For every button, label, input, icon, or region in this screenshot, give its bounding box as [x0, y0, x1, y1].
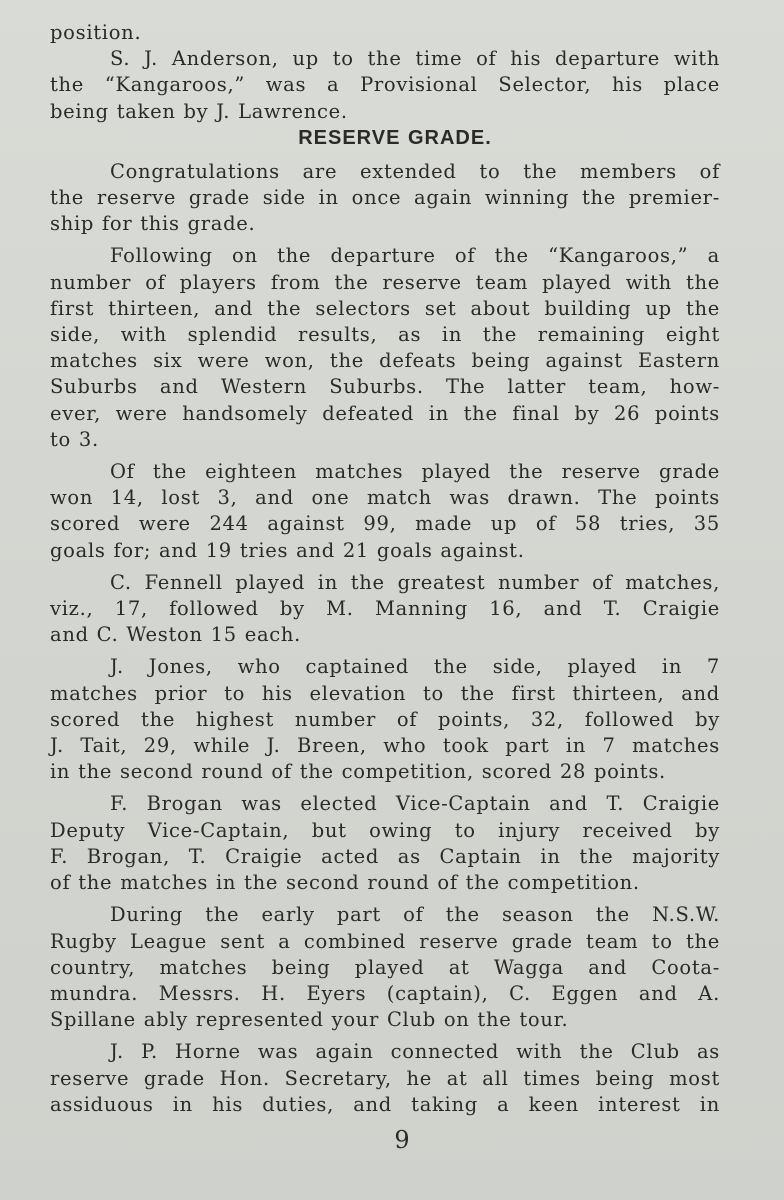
paragraph-country-tour — [50, 902, 720, 1033]
text-line: J. P. Horne was again connected with the Club as — [110, 1040, 720, 1064]
text-line: ever, were handsomely defeated in the final by 26 points — [50, 401, 720, 425]
text-line: the reserve grade side in once again winning the premier- — [50, 186, 720, 210]
paragraph-congratulations — [50, 159, 720, 238]
paragraph-captaincy — [50, 791, 720, 896]
paragraph-secretary — [50, 1039, 720, 1118]
text-line: matches six were won, the defeats being against Eastern — [50, 349, 720, 373]
paragraph-kangaroos — [50, 243, 720, 453]
text-line: scored were 244 against 99, made up of 58 tries, 35 — [50, 512, 720, 536]
text-line: ship for this grade. — [50, 212, 256, 236]
text-line: number of players from the reserve team played with the — [50, 270, 720, 294]
text-line: F. Brogan, T. Craigie acted as Captain in the majority — [50, 844, 720, 868]
paragraph-anderson — [50, 46, 720, 125]
text-line: goals for; and 19 tries and 21 goals against. — [50, 538, 525, 562]
text-line: During the early part of the season the N.S.W. — [110, 903, 720, 927]
paragraph-points — [50, 654, 720, 785]
paragraph-appearances — [50, 570, 720, 649]
paragraph-results — [50, 459, 720, 564]
text-line: Following on the departure of the “Kangaroos,” a — [110, 244, 720, 268]
text-line: of the matches in the second round of the competition. — [50, 871, 640, 895]
body-text — [50, 20, 720, 1118]
text-line: won 14, lost 3, and one match was drawn. The points — [50, 486, 720, 510]
text-line: and C. Weston 15 each. — [50, 623, 302, 647]
text-line: to 3. — [50, 427, 99, 451]
text-line: matches prior to his elevation to the first thirteen, and — [50, 681, 720, 705]
text-line: being taken by J. Lawrence. — [50, 99, 348, 123]
text-line: scored the highest number of points, 32, followed by — [50, 707, 720, 731]
text-line: C. Fennell played in the greatest number of matches, — [110, 570, 720, 594]
text-line: mundra. Messrs. H. Eyers (captain), C. Eggen and A. — [50, 981, 720, 1005]
text-line: position. — [50, 21, 142, 44]
text-line: assiduous in his duties, and taking a keen interest in — [50, 1092, 720, 1116]
page-number: 9 — [394, 1126, 410, 1154]
text-line: country, matches being played at Wagga and Coota- — [50, 955, 720, 979]
text-line: Rugby League sent a combined reserve grade team to the — [50, 929, 720, 953]
text-line: F. Brogan was elected Vice-Captain and T. Craigie — [110, 792, 720, 816]
paragraph-continuation — [50, 20, 720, 46]
text-line: J. Tait, 29, while J. Breen, who took part in 7 matches — [50, 734, 720, 758]
text-line: Deputy Vice-Captain, but owing to injury received by — [50, 818, 720, 842]
text-line: Of the eighteen matches played the reserve grade — [110, 460, 720, 484]
text-line: side, with splendid results, as in the remaining eight — [50, 323, 720, 347]
text-line: Spillane ably represented your Club on the tour. — [50, 1008, 569, 1032]
text-line: the “Kangaroos,” was a Provisional Selector, his place — [50, 73, 720, 97]
text-line: Congratulations are extended to the members of — [110, 159, 720, 183]
section-heading: RESERVE GRADE. — [298, 126, 492, 149]
text-line: viz., 17, followed by M. Manning 16, and T. Craigie — [50, 597, 720, 621]
text-line: J. Jones, who captained the side, played in 7 — [110, 655, 720, 679]
text-line: in the second round of the competition, scored 28 points. — [50, 760, 666, 784]
text-line: first thirteen, and the selectors set about building up the — [50, 296, 720, 320]
text-line: Suburbs and Western Suburbs. The latter team, how- — [50, 375, 720, 399]
text-line: S. J. Anderson, up to the time of his departure with — [110, 47, 720, 71]
text-line: reserve grade Hon. Secretary, he at all times being most — [50, 1066, 720, 1090]
